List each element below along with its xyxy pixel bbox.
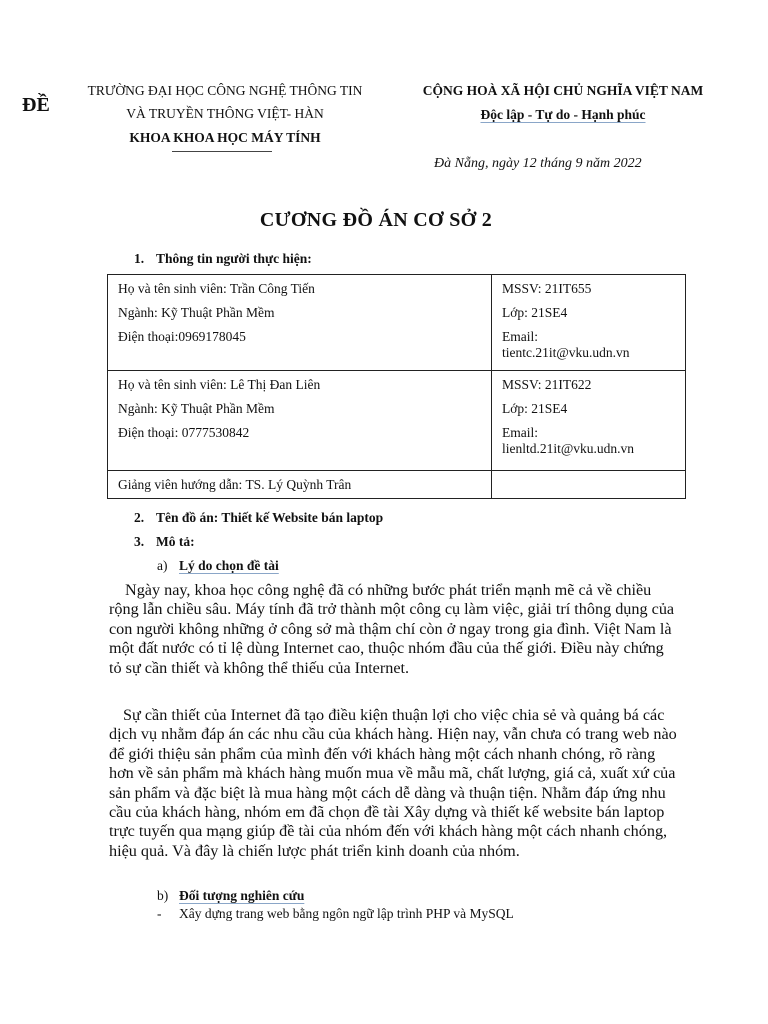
subsection-b-text: Đối tượng nghiên cứu (179, 888, 305, 903)
student-1-email-label: Email: (502, 329, 538, 344)
student-2-email-label: Email: (502, 425, 538, 440)
section-3-heading (134, 534, 195, 550)
student-2-name: Họ và tên sinh viên: Lê Thị Đan Liên (118, 377, 321, 392)
faculty-divider (172, 151, 272, 152)
advisor-cell: Giảng viên hướng dẫn: TS. Lý Quỳnh Trân (108, 471, 492, 499)
student-2-email: lienltd.21it@vku.udn.vn (502, 441, 635, 456)
subsection-a-label: a) (157, 558, 168, 573)
bullet-text: Xây dựng trang web bằng ngôn ngữ lập trình PHP và MySQL (179, 906, 514, 921)
student-1-phone: Điện thoại:0969178045 (118, 329, 246, 344)
section-1-heading (134, 251, 312, 267)
bullet-mark: - (157, 906, 162, 921)
margin-mark: ĐỀ (22, 94, 50, 116)
national-motto (398, 107, 728, 123)
section-3-number: 3. (134, 534, 145, 549)
student-1-mssv: MSSV: 21IT655 (502, 281, 592, 296)
paragraph-2: Sự cần thiết của Internet đã tạo điều kiện thuận lợi cho việc chia sẻ và quảng bá các dịch vụ nhằm đáp án các nhu cầu của khách hàng. Hiện nay, vẫn chưa có trang web nào để giới thiệu sản phẩm của mình đến với khách hàng một cách nhanh chóng, rõ ràng hơn về sản phẩm mà khách hàng muốn mua về mẫu mã, chất lượng, giá cả, xuất xứ của sản phẩm và đặc biệt là mua hàng một cách dễ dàng và thuận tiện. Nhằm đáp ứng nhu cầu của khách hàng, nhóm em đã chọn đề tài Xây dựng và thiết kế website bán laptop trực tuyến qua mạng giúp đề tài của nhóm đến với khách hàng một cách nhanh chóng, hiệu quả. Và đây là chiến lược phát triển kinh doanh của nhóm. (109, 706, 677, 860)
section-1-label: Thông tin người thực hiện: (156, 251, 312, 266)
student-1-email: tientc.21it@vku.udn.vn (502, 345, 630, 360)
student-1-class: Lớp: 21SE4 (502, 305, 568, 320)
subsection-a-text: Lý do chọn đề tài (179, 558, 279, 573)
advisor-row (108, 471, 686, 499)
student-1-right-cell (492, 275, 686, 371)
subsection-b-label: b) (157, 888, 169, 903)
section-2-number: 2. (134, 510, 145, 525)
section-3-label: Mô tả: (156, 534, 195, 549)
section-1-number: 1. (134, 251, 145, 266)
advisor-empty-cell (492, 471, 686, 499)
section-2-label: Tên đồ án: Thiết kế Website bán laptop (156, 510, 384, 525)
student-1-left-cell (108, 275, 492, 371)
student-2-class: Lớp: 21SE4 (502, 401, 568, 416)
national-title: CỘNG HOÀ XÃ HỘI CHỦ NGHĨA VIỆT NAM (422, 83, 704, 98)
bullet-item (157, 906, 514, 922)
student-row (108, 275, 686, 371)
date-line: Đà Nẵng, ngày 12 tháng 9 năm 2022 (434, 156, 642, 171)
student-2-major: Ngành: Kỹ Thuật Phần Mềm (118, 401, 275, 416)
paragraph-1: Ngày nay, khoa học công nghệ đã có những bước phát triển mạnh mẽ cả về chiều rộng lẫn chiều sâu. Máy tính đã trở thành một công cụ làm việc, giải trí thông dụng của con người không những ở công sở mà thậm chí còn ở ngay trong gia đình. Việt Nam là một đất nước có tỉ lệ dùng Internet cao, thuộc nhóm đầu của thế giới. Điều này chứng tỏ sự cần thiết và không thể thiếu của Internet. (109, 581, 675, 677)
student-2-phone: Điện thoại: 0777530842 (118, 425, 250, 440)
student-row (108, 371, 686, 471)
document-title: CƯƠNG ĐỒ ÁN CƠ SỞ 2 (259, 209, 493, 231)
student-2-mssv: MSSV: 21IT622 (502, 377, 592, 392)
section-2-heading (134, 510, 383, 526)
subsection-b-heading (157, 888, 304, 904)
student-1-name: Họ và tên sinh viên: Trần Công Tiến (118, 281, 315, 296)
subsection-a-heading (157, 558, 279, 574)
student-1-major: Ngành: Kỹ Thuật Phần Mềm (118, 305, 275, 320)
faculty-name: KHOA KHOA HỌC MÁY TÍNH (129, 130, 321, 145)
school-name-line2: VÀ TRUYỀN THÔNG VIỆT- HÀN (126, 106, 324, 121)
national-motto-text: Độc lập - Tự do - Hạnh phúc (480, 107, 646, 122)
student-2-left-cell (108, 371, 492, 471)
student-2-right-cell (492, 371, 686, 471)
student-info-table (107, 274, 686, 499)
school-name-line1: TRƯỜNG ĐẠI HỌC CÔNG NGHỆ THÔNG TIN (87, 83, 363, 98)
